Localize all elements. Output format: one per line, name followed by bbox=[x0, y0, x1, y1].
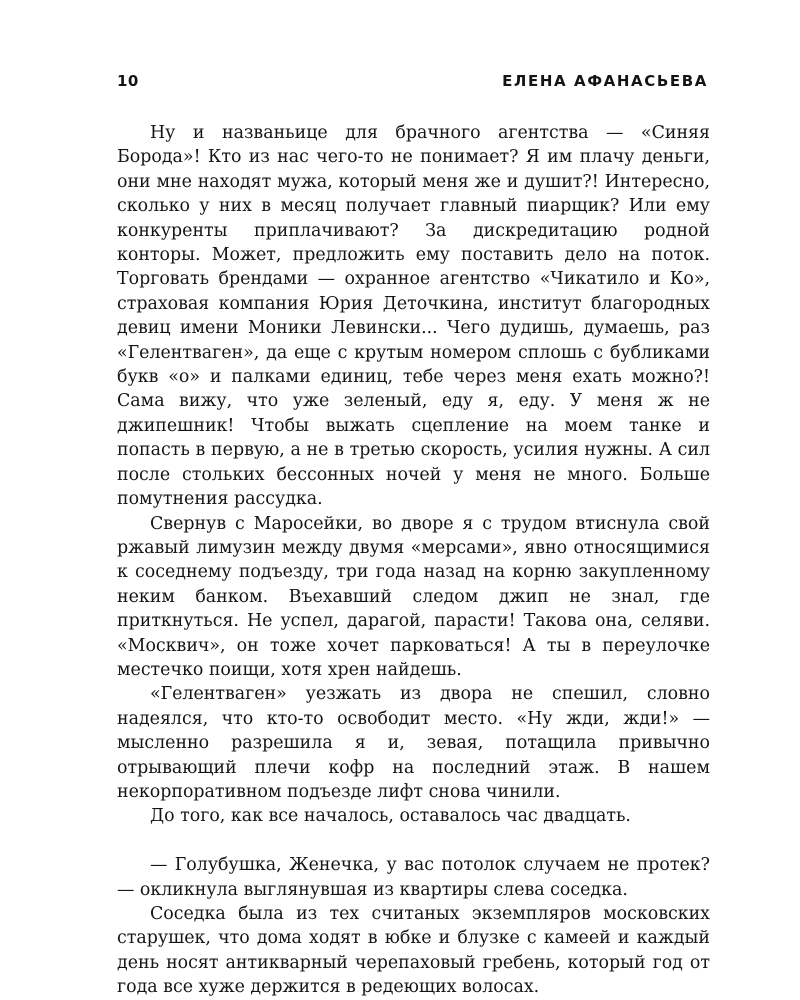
running-header bbox=[117, 72, 708, 96]
paragraph: Соседка была из тех считаных экземпляров московских старушек, что дома ходят в юбке и блузке с камеей и каждый день носят антикварный черепаховый гребень, который год от года все хуже держится в редеющих волосах. bbox=[117, 903, 710, 998]
body-text bbox=[117, 121, 710, 1000]
paragraph: «Гелентваген» уезжать из двора не спешил, словно надеялся, что кто-то освободит место. «Ну жди, жди!» — мысленно разрешила я и, зевая, потащила привычно отрывающий плечи кофр на последний этаж. В нашем некорпоративном подъезде лифт снова чинили. bbox=[117, 684, 710, 802]
page-number: 10 bbox=[117, 72, 139, 90]
paragraph: Ну и названьице для брачного агентства — «Синяя Борода»! Кто из нас чего-то не понимает? Я им плачу деньги, они мне находят мужа, который меня же и душит?! Интересно, сколько у них в месяц получает главный пиарщик? Или ему конкуренты приплачивают? За дискредитацию родной конторы. Может, предложить ему поставить дело на поток. Торговать брендами — охранное агентство «Чикатило и Ко», страховая компания Юрия Деточкина, институт благородных девиц имени Моники Левински... Чего дудишь, думаешь, раз «Гелентваген», да еще с крутым номером сплошь с бубликами букв «о» и палками единиц, тебе через меня ехать можно?! Сама вижу, что уже зеленый, еду я, еду. У меня ж не джипешник! Чтобы выжать сцепление на моем танке и попасть в первую, а не в третью скорость, усилия нужны. А сил после стольких бессонных ночей у меня не много. Больше помутнения рассудка. bbox=[117, 123, 710, 510]
paragraph: Свернув с Маросейки, во дворе я с трудом втиснула свой ржавый лимузин между двумя «мерсами», явно относящимися к соседнему подъезду, три года назад на корню закупленному неким банком. Въехавший следом джип не знал, где приткнуться. Не успел, дарагой, парасти! Такова она, селяви. «Москвич», он тоже хочет парковаться! А ты в переулочке местечко поищи, хотя хрен найдешь. bbox=[117, 513, 710, 680]
paragraph: — Голубушка, Женечка, у вас потолок случаем не протек? — окликнула выглянувшая из квартиры слева соседка. bbox=[117, 855, 710, 900]
author-name: ЕЛЕНА АФАНАСЬЕВА bbox=[502, 72, 708, 90]
paragraph: До того, как все началось, оставалось час двадцать. bbox=[150, 806, 631, 827]
